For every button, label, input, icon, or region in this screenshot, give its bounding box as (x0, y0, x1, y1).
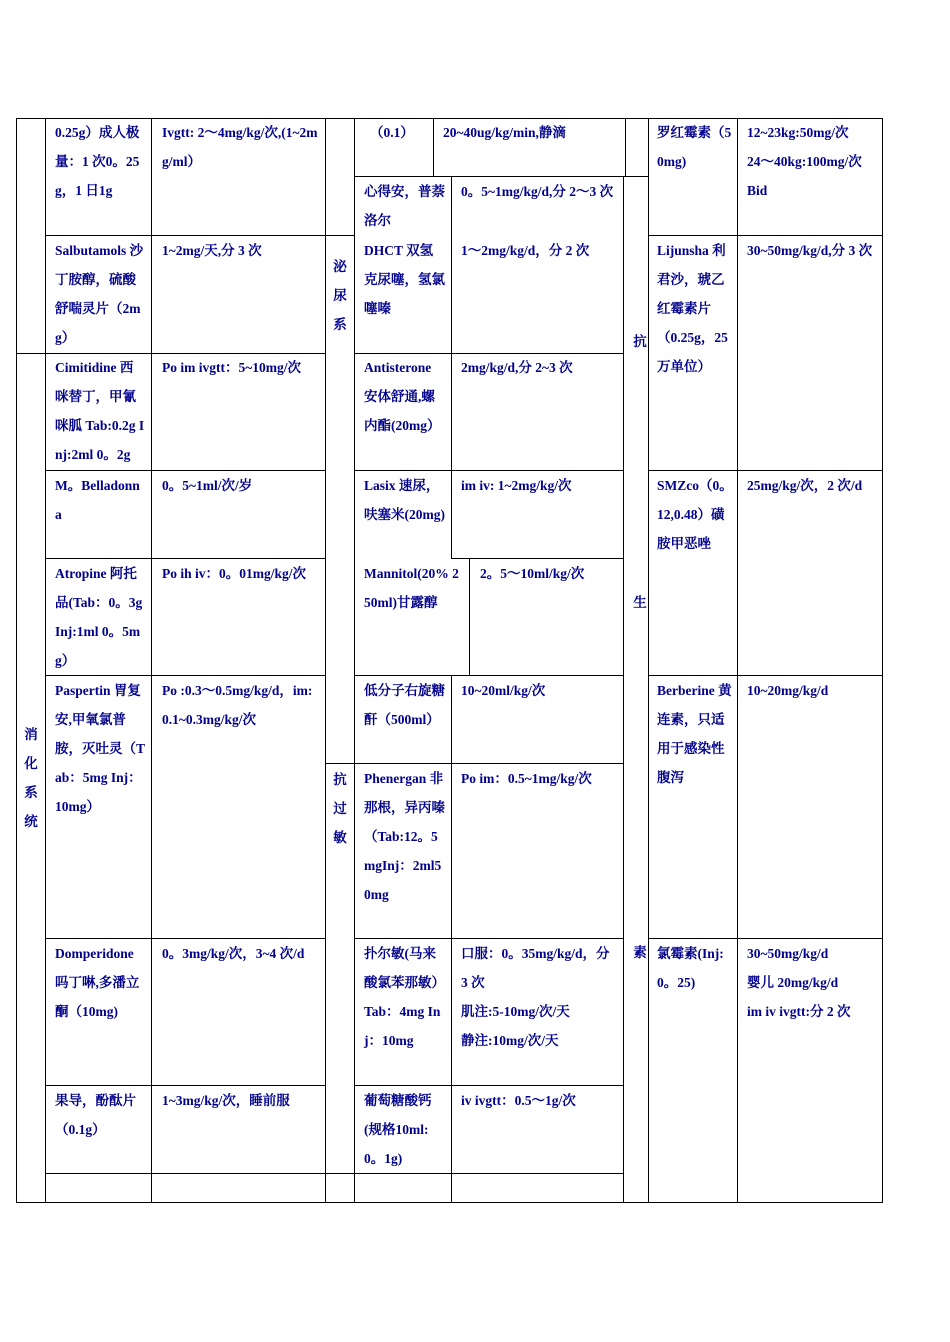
drug-dose: 0。3mg/kg/次，3~4 次/d (162, 946, 305, 961)
drug-name: Berberine 黄连素，只适用于感染性腹泻 (657, 683, 732, 785)
drug-dose: 0。5~1ml/次/岁 (162, 478, 253, 493)
drug-name: Paspertin 胃复安,甲氧氯普胺，灭吐灵（Tab：5mg Inj：10mg） (55, 683, 146, 814)
drug-dose: 1~2mg/天,分 3 次 (162, 243, 262, 258)
category-digestive: 消化系统 (24, 727, 38, 829)
drug-dose: 1~3mg/kg/次，睡前服 (162, 1093, 290, 1108)
drug-name: Phenergan 非那根，异丙嗪（Tab:12。5mgInj：2ml50mg (364, 771, 445, 902)
drug-name: 果导，酚酞片（0.1g） (55, 1093, 136, 1137)
drug-name: M。Belladonna (55, 478, 140, 522)
drug-name: Antisterone 安体舒通,螺内酯(20mg） (364, 360, 441, 433)
drug-dose: 2。5〜10ml/kg/次 (480, 566, 585, 581)
drug-name: 氯霉素(Inj:0。25) (657, 946, 724, 990)
drug-dose: Po im ivgtt：5~10mg/次 (162, 360, 302, 375)
drug-dose: 30~50mg/kg/d,分 3 次 (747, 243, 873, 258)
drug-name: DHCT 双氢克尿噻，氢氯噻嗪 (364, 243, 445, 316)
category-antibiotic-char-1: 抗 (633, 334, 647, 349)
drug-name: Mannitol(20% 250ml)甘露醇 (364, 566, 459, 610)
drug-dose: Po ih iv：0。01mg/kg/次 (162, 566, 307, 581)
drug-name: Lasix 速尿，呋塞米(20mg) (364, 478, 445, 522)
drug-name: Lijunsha 利君沙，琥乙红霉素片（0.25g，25 万单位） (657, 243, 732, 374)
drug-name: 葡萄糖酸钙(规格10ml:0。1g) (364, 1093, 432, 1166)
drug-dose: 口服：0。35mg/kg/d，分 3 次 肌注:5-10mg/次/天 静注:10mg/次/天 (461, 946, 610, 1048)
category-antibiotic-char-2: 生 (633, 595, 647, 610)
drug-name: Atropine 阿托品(Tab：0。3g Inj:1ml 0。5mg） (55, 566, 146, 668)
drug-name: 心得安，普萘洛尔 (364, 184, 445, 228)
drug-name: 罗红霉素（50mg) (657, 125, 732, 169)
drug-name: 扑尔敏(马来酸氯苯那敏）Tab：4mg Inj：10mg (364, 946, 445, 1048)
drug-dose: Po :0.3〜0.5mg/kg/d，im:0.1~0.3mg/kg/次 (162, 683, 313, 727)
drug-name: （0.1） (370, 125, 414, 140)
drug-dose: iv ivgtt：0.5〜1g/次 (461, 1093, 576, 1108)
category-antibiotic-char-3: 素 (633, 945, 647, 960)
drug-dose: im iv: 1~2mg/kg/次 (461, 478, 572, 493)
drug-name: Salbutamols 沙丁胺醇，硫酸舒喘灵片（2mg） (55, 243, 144, 345)
drug-dose: 2mg/kg/d,分 2~3 次 (461, 360, 573, 375)
drug-name: Cimitidine 西咪替丁，甲氰咪胍 Tab:0.2g Inj:2ml 0。2g (55, 360, 145, 462)
drug-dose: 25mg/kg/次，2 次/d (747, 478, 863, 493)
drug-dose: 0。5~1mg/kg/d,分 2〜3 次 (461, 184, 614, 199)
drug-dose: 1〜2mg/kg/d，分 2 次 (461, 243, 590, 258)
drug-name: 低分子右旋糖酐（500ml） (364, 683, 445, 727)
drug-name: 0.25g）成人极量：1 次0。25g，1 日1g (55, 125, 140, 198)
category-antiallergy: 抗过敏 (333, 772, 347, 845)
drug-dose: Po im：0.5~1mg/kg/次 (461, 771, 592, 786)
drug-name: SMZco（0。12,0.48）磺胺甲恶唑 (657, 478, 733, 551)
drug-name: Domperidone 吗丁啉,多潘立酮（10mg) (55, 946, 140, 1019)
drug-dose: 10~20ml/kg/次 (461, 683, 546, 698)
drug-dose: 20~40ug/kg/min,静滴 (443, 125, 566, 140)
drug-dose: 10~20mg/kg/d (747, 683, 829, 698)
drug-dose: 12~23kg:50mg/次 24〜40kg:100mg/次 Bid (747, 125, 862, 198)
category-urinary: 泌尿系 (333, 259, 347, 332)
drug-dose: Ivgtt: 2〜4mg/kg/次,(1~2mg/ml） (162, 125, 318, 169)
drug-dose: 30~50mg/kg/d 婴儿 20mg/kg/d im iv ivgtt:分 2 次 (747, 946, 851, 1019)
